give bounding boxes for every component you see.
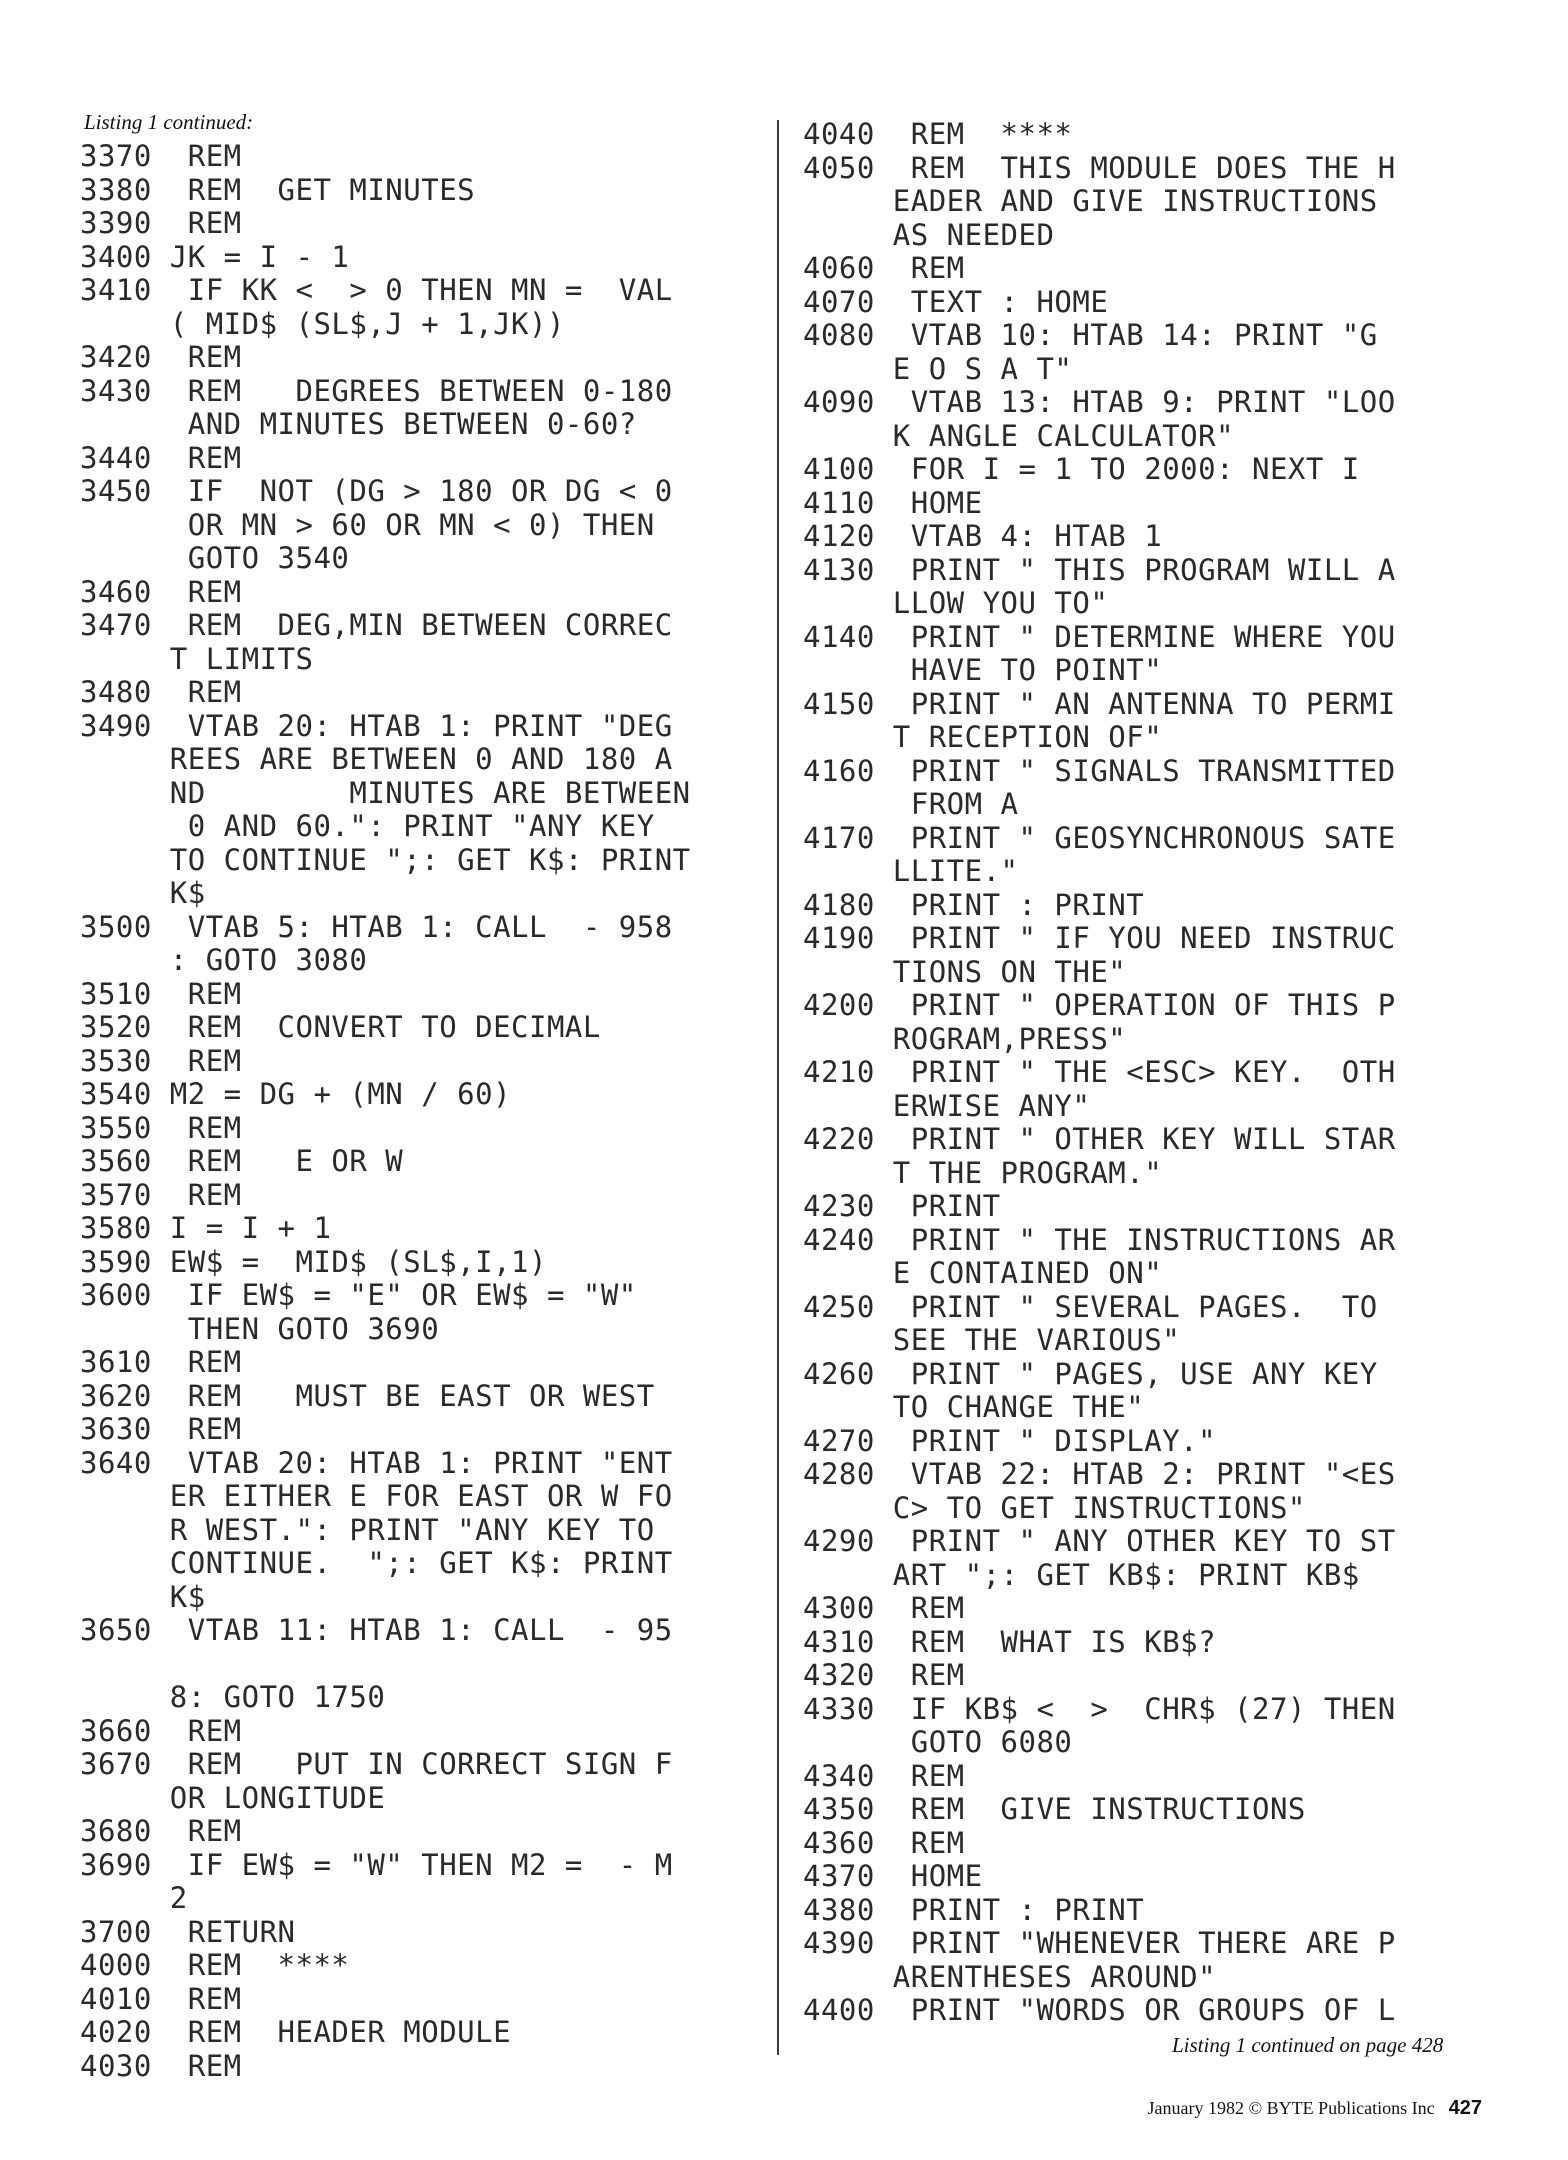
listing-line: [80, 1011, 750, 1045]
listing-line-text: ART ";: GET KB$: PRINT KB$: [803, 1557, 1360, 1592]
listing-line: [803, 487, 1493, 521]
listing-line-text: 4020 REM HEADER MODULE: [80, 2015, 512, 2049]
listing-line-text: 3510 REM: [80, 976, 242, 1011]
listing-line: [803, 1860, 1493, 1894]
listing-line: [803, 587, 1493, 621]
listing-line: [803, 152, 1493, 186]
listing-line-text: 3520 REM CONVERT TO DECIMAL: [80, 1010, 601, 1044]
listing-line-text: EADER AND GIVE INSTRUCTIONS: [803, 184, 1378, 218]
listing-line: [80, 1514, 750, 1548]
listing-line: [80, 1346, 750, 1380]
listing-line-text: ER EITHER E FOR EAST OR W FO: [80, 1479, 673, 1513]
listing-column-right: [803, 118, 1493, 2028]
listing-line: [80, 509, 750, 543]
listing-line: [80, 844, 750, 878]
listing-line: [80, 1246, 750, 1280]
listing-line: [80, 1313, 750, 1347]
listing-line-text: 4200 PRINT " OPERATION OF THIS P: [803, 988, 1396, 1022]
listing-line-text: 3430 REM DEGREES BETWEEN 0-180: [80, 373, 673, 408]
listing-line-text: : GOTO 3080: [80, 943, 368, 977]
listing-line-text: K ANGLE CALCULATOR": [803, 418, 1235, 453]
listing-line: [80, 1983, 750, 2017]
listing-line-text: 3410 IF KK < > 0 THEN MN = VAL: [80, 273, 673, 307]
listing-line: [80, 341, 750, 375]
listing-line-text: 3530 REM: [80, 1043, 242, 1078]
page-number: 427: [1448, 2097, 1482, 2119]
listing-line-text: REES ARE BETWEEN 0 AND 180 A: [80, 742, 673, 776]
listing-line-text: 4380 PRINT : PRINT: [803, 1892, 1145, 1927]
listing-line: [80, 1279, 750, 1313]
listing-line-text: TO CHANGE THE": [803, 1390, 1145, 1424]
listing-line-text: 3480 REM: [80, 675, 242, 709]
listing-line: [803, 1927, 1493, 1961]
listing-line: [803, 185, 1493, 219]
listing-line: [80, 944, 750, 978]
listing-line-text: TIONS ON THE": [803, 954, 1127, 989]
listing-line-text: 3560 REM E OR W: [80, 1144, 404, 1178]
listing-line-text: 4310 REM WHAT IS KB$?: [803, 1624, 1217, 1659]
listing-line-text: 3450 IF NOT (DG > 180 OR DG < 0: [80, 474, 673, 508]
listing-line-text: 3540 M2 = DG + (MN / 60): [80, 1077, 512, 1111]
listing-line-text: 3600 IF EW$ = "E" OR EW$ = "W": [80, 1278, 637, 1312]
listing-line-text: 8: GOTO 1750: [80, 1680, 386, 1714]
listing-line: [803, 420, 1493, 454]
listing-line: [80, 2016, 750, 2050]
listing-line-text: 4230 PRINT: [803, 1189, 1001, 1223]
listing-line-text: THEN GOTO 3690: [80, 1311, 440, 1346]
listing-line-text: 3490 VTAB 20: HTAB 1: PRINT "DEG: [80, 708, 673, 743]
listing-line-text: 3570 REM: [80, 1177, 242, 1212]
listing-line: [803, 1559, 1493, 1593]
listing-line-text: 4350 REM GIVE INSTRUCTIONS: [803, 1792, 1306, 1826]
listing-line-text: FROM A: [803, 787, 1019, 821]
listing-line-text: R WEST.": PRINT "ANY KEY TO: [80, 1512, 655, 1547]
listing-line-text: 4070 TEXT : HOME: [803, 284, 1109, 319]
listing-line: [803, 1961, 1493, 1995]
listing-line-text: LLITE.": [803, 854, 1019, 888]
listing-line: [80, 1748, 750, 1782]
listing-line-text: OR LONGITUDE: [80, 1780, 386, 1815]
listing-line-text: 4390 PRINT "WHENEVER THERE ARE P: [803, 1926, 1396, 1960]
listing-line-text: CONTINUE. ";: GET K$: PRINT: [80, 1546, 673, 1580]
listing-line: [80, 375, 750, 409]
listing-line-text: AS NEEDED: [803, 217, 1055, 252]
listing-line: [80, 1212, 750, 1246]
listing-line: [803, 520, 1493, 554]
listing-line: [803, 1257, 1493, 1291]
listing-line: [803, 989, 1493, 1023]
listing-line: [80, 576, 750, 610]
listing-line: [80, 207, 750, 241]
listing-line-text: TO CONTINUE ";: GET K$: PRINT: [80, 842, 691, 877]
listing-line: [80, 1447, 750, 1481]
listing-line: [803, 1726, 1493, 1760]
listing-line-text: 4000 REM ****: [80, 1948, 350, 1982]
listing-line-text: 3550 REM: [80, 1110, 242, 1145]
listing-line-text: 4370 HOME: [803, 1859, 983, 1893]
listing-line-text: 4330 IF KB$ < > CHR$ (27) THEN: [803, 1691, 1396, 1726]
listing-line-text: ( MID$ (SL$,J + 1,JK)): [80, 306, 565, 341]
listing-line: [80, 308, 750, 342]
listing-line: [80, 1480, 750, 1514]
listing-line: [803, 1592, 1493, 1626]
column-divider: [777, 120, 779, 2055]
listing-line: [80, 810, 750, 844]
listing-line: [80, 1614, 750, 1648]
listing-line: [80, 1112, 750, 1146]
listing-line: [803, 822, 1493, 856]
listing-line-text: 2: [80, 1881, 188, 1915]
listing-line: [803, 1458, 1493, 1492]
listing-line-text: T LIMITS: [80, 641, 314, 676]
listing-line: [803, 1123, 1493, 1157]
listing-line-text: 3610 REM: [80, 1345, 242, 1379]
listing-line-text: 4160 PRINT " SIGNALS TRANSMITTED: [803, 753, 1396, 788]
listing-line: [80, 1916, 750, 1950]
listing-line-text: 4040 REM ****: [803, 117, 1073, 151]
listing-line: [803, 1793, 1493, 1827]
listing-line-text: GOTO 3540: [80, 541, 350, 575]
listing-line-text: 4270 PRINT " DISPLAY.": [803, 1423, 1217, 1458]
listing-line: [80, 911, 750, 945]
listing-line: [803, 1626, 1493, 1660]
listing-line: [803, 219, 1493, 253]
listing-line: [803, 621, 1493, 655]
listing-line-text: 4250 PRINT " SEVERAL PAGES. TO: [803, 1289, 1378, 1324]
listing-line-text: 3370 REM: [80, 139, 242, 173]
listing-line-text: 4060 REM: [803, 251, 965, 285]
listing-line-text: 3420 REM: [80, 340, 242, 374]
listing-line-text: 3640 VTAB 20: HTAB 1: PRINT "ENT: [80, 1445, 673, 1480]
listing-line-text: 4280 VTAB 22: HTAB 2: PRINT "<ES: [803, 1457, 1396, 1491]
listing-line-text: 4170 PRINT " GEOSYNCHRONOUS SATE: [803, 820, 1396, 855]
listing-line: [80, 978, 750, 1012]
listing-line-text: 3620 REM MUST BE EAST OR WEST: [80, 1378, 655, 1413]
listing-line-text: 4220 PRINT " OTHER KEY WILL STAR: [803, 1122, 1396, 1156]
listing-line: [80, 1547, 750, 1581]
listing-line: [80, 1581, 750, 1615]
listing-line-text: 4090 VTAB 13: HTAB 9: PRINT "LOO: [803, 385, 1396, 419]
listing-line: [803, 1827, 1493, 1861]
listing-line: [80, 1849, 750, 1883]
listing-line-text: 4140 PRINT " DETERMINE WHERE YOU: [803, 619, 1396, 654]
listing-line-text: 4190 PRINT " IF YOU NEED INSTRUC: [803, 921, 1396, 955]
listing-line-text: 3440 REM: [80, 440, 242, 475]
listing-line-text: 3670 REM PUT IN CORRECT SIGN F: [80, 1747, 673, 1781]
listing-line-text: OR MN > 60 OR MN < 0) THEN: [80, 507, 655, 542]
listing-line-text: T THE PROGRAM.": [803, 1155, 1163, 1190]
listing-line-text: 4180 PRINT : PRINT: [803, 887, 1145, 922]
listing-line-text: AND MINUTES BETWEEN 0-60?: [80, 407, 637, 441]
listing-line: [80, 777, 750, 811]
listing-continued-caption: Listing 1 continued:: [84, 110, 254, 134]
listing-line: [80, 475, 750, 509]
listing-line-text: ERWISE ANY": [803, 1088, 1091, 1123]
listing-line: [803, 353, 1493, 387]
listing-line-text: 3630 REM: [80, 1412, 242, 1446]
listing-line: [803, 453, 1493, 487]
listing-line-text: LLOW YOU TO": [803, 586, 1109, 620]
listing-line: [803, 654, 1493, 688]
listing-line: [80, 1715, 750, 1749]
listing-line: [80, 743, 750, 777]
listing-line-text: 3660 REM: [80, 1713, 242, 1748]
listing-line-text: 4240 PRINT " THE INSTRUCTIONS AR: [803, 1222, 1396, 1257]
listing-column-left: [80, 140, 750, 2083]
listing-line-text: 3500 VTAB 5: HTAB 1: CALL - 958: [80, 909, 673, 944]
listing-line: [80, 241, 750, 275]
listing-line: [80, 643, 750, 677]
listing-line-text: 4130 PRINT " THIS PROGRAM WILL A: [803, 552, 1396, 587]
listing-line: [803, 1056, 1493, 1090]
listing-line-text: 3700 RETURN: [80, 1914, 296, 1949]
listing-line-text: 4360 REM: [803, 1825, 965, 1860]
listing-line-text: ARENTHESES AROUND": [803, 1959, 1217, 1994]
listing-line-text: 4080 VTAB 10: HTAB 14: PRINT "G: [803, 318, 1378, 352]
listing-line-text: E CONTAINED ON": [803, 1256, 1163, 1290]
listing-line: [803, 688, 1493, 722]
listing-line: [80, 274, 750, 308]
listing-line: [80, 1782, 750, 1816]
listing-line: [803, 1525, 1493, 1559]
listing-line: [80, 1380, 750, 1414]
listing-line: [803, 1994, 1493, 2028]
listing-line: [803, 1894, 1493, 1928]
listing-line: [80, 1815, 750, 1849]
listing-line: [803, 855, 1493, 889]
listing-line-text: 3680 REM: [80, 1814, 242, 1848]
listing-line-text: E O S A T": [803, 351, 1073, 386]
listing-line-text: 3460 REM: [80, 574, 242, 609]
listing-line: [803, 319, 1493, 353]
listing-line-text: 3650 VTAB 11: HTAB 1: CALL - 95: [80, 1613, 673, 1647]
listing-line: [803, 1659, 1493, 1693]
listing-line-text: HAVE TO POINT": [803, 653, 1163, 687]
listing-line-text: 4110 HOME: [803, 485, 983, 520]
listing-line: [803, 1224, 1493, 1258]
listing-line-text: 4120 VTAB 4: HTAB 1: [803, 519, 1163, 553]
listing-line: [803, 1023, 1493, 1057]
listing-line: [803, 1760, 1493, 1794]
listing-line: [80, 2050, 750, 2084]
listing-line: [80, 1681, 750, 1715]
listing-line: [803, 252, 1493, 286]
listing-line: [803, 755, 1493, 789]
listing-line: [803, 1492, 1493, 1526]
listing-line: [803, 286, 1493, 320]
listing-line-text: SEE THE VARIOUS": [803, 1323, 1181, 1357]
listing-line: [803, 721, 1493, 755]
listing-line-text: 4030 REM: [80, 2048, 242, 2083]
listing-line: [80, 676, 750, 710]
listing-line: [80, 1949, 750, 1983]
listing-line: [80, 542, 750, 576]
listing-line: [80, 710, 750, 744]
listing-line: [80, 1145, 750, 1179]
listing-line-text: ROGRAM,PRESS": [803, 1021, 1127, 1056]
listing-line: [80, 1078, 750, 1112]
listing-line-text: 3390 REM: [80, 206, 242, 240]
listing-line-text: 4210 PRINT " THE <ESC> KEY. OTH: [803, 1055, 1396, 1089]
listing-line: [803, 1693, 1493, 1727]
listing-line: [803, 922, 1493, 956]
listing-line: [803, 1157, 1493, 1191]
listing-line: [803, 788, 1493, 822]
listing-line: [803, 1391, 1493, 1425]
listing-line-text: 4400 PRINT "WORDS OR GROUPS OF L: [803, 1993, 1396, 2027]
listing-line: [803, 1291, 1493, 1325]
listing-line: [80, 1045, 750, 1079]
listing-line: [80, 1179, 750, 1213]
listing-continued-next-caption: Listing 1 continued on page 428: [1172, 2033, 1444, 2057]
listing-line: [803, 889, 1493, 923]
listing-line: [803, 1190, 1493, 1224]
listing-line: [803, 1425, 1493, 1459]
listing-line: [803, 1358, 1493, 1392]
listing-line-text: 4340 REM: [803, 1758, 965, 1793]
listing-line: [80, 877, 750, 911]
listing-line: [80, 408, 750, 442]
listing-line: [803, 118, 1493, 152]
listing-line-text: 4320 REM: [803, 1658, 965, 1692]
listing-line: [803, 386, 1493, 420]
listing-line-text: K$: [80, 1579, 206, 1614]
listing-line-text: 3400 JK = I - 1: [80, 239, 350, 274]
listing-line-text: 4010 REM: [80, 1981, 242, 2016]
page-footer: [1147, 2097, 1482, 2120]
listing-line-text: T RECEPTION OF": [803, 720, 1163, 754]
listing-line: [80, 442, 750, 476]
listing-line-text: C> TO GET INSTRUCTIONS": [803, 1490, 1306, 1525]
listing-line-text: 3580 I = I + 1: [80, 1211, 332, 1245]
listing-line-text: 4100 FOR I = 1 TO 2000: NEXT I: [803, 452, 1360, 486]
listing-line: [80, 609, 750, 643]
listing-line-text: 0 AND 60.": PRINT "ANY KEY: [80, 809, 655, 843]
listing-line-text: 3590 EW$ = MID$ (SL$,I,1): [80, 1244, 547, 1279]
listing-line-text: 4150 PRINT " AN ANTENNA TO PERMI: [803, 686, 1396, 721]
listing-line-text: 4260 PRINT " PAGES, USE ANY KEY: [803, 1356, 1378, 1391]
listing-line-text: ND MINUTES ARE BETWEEN: [80, 775, 691, 810]
listing-line: [803, 1090, 1493, 1124]
listing-line: [803, 1324, 1493, 1358]
listing-line: [80, 1882, 750, 1916]
footer-text: January 1982 © BYTE Publications Inc: [1147, 2098, 1435, 2118]
listing-line: [80, 1413, 750, 1447]
listing-line: [80, 140, 750, 174]
listing-line-text: 3380 REM GET MINUTES: [80, 172, 476, 207]
listing-line: [80, 1648, 750, 1682]
listing-line: [803, 956, 1493, 990]
listing-line-text: 3690 IF EW$ = "W" THEN M2 = - M: [80, 1847, 673, 1882]
listing-line-text: 4300 REM: [803, 1591, 965, 1625]
listing-line-text: K$: [80, 876, 206, 910]
listing-line-text: GOTO 6080: [803, 1725, 1073, 1759]
listing-line-text: 4290 PRINT " ANY OTHER KEY TO ST: [803, 1524, 1396, 1558]
listing-line-text: 3470 REM DEG,MIN BETWEEN CORREC: [80, 608, 673, 642]
listing-line: [803, 554, 1493, 588]
listing-line: [80, 174, 750, 208]
listing-line-text: 4050 REM THIS MODULE DOES THE H: [803, 150, 1396, 185]
